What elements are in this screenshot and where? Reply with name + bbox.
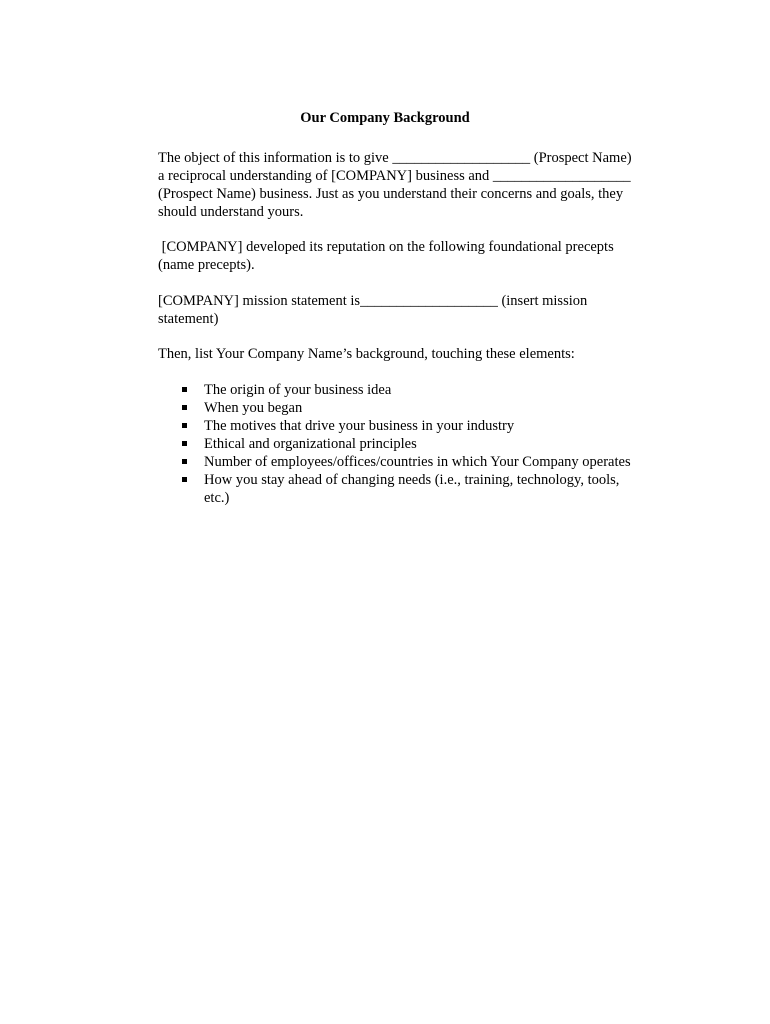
paragraph-line: a reciprocal understanding of [COMPANY] business and ___________________: [158, 168, 631, 184]
square-bullet-icon: [182, 459, 187, 464]
list-item: [158, 399, 658, 417]
list-item-text: Number of employees/offices/countries in which Your Company operates: [204, 454, 631, 470]
paragraph-line: should understand yours.: [158, 204, 304, 220]
paragraph-line: [COMPANY] mission statement is___________________ (insert mission: [158, 293, 588, 309]
list-item-text: How you stay ahead of changing needs (i.e., training, technology, tools,: [204, 472, 620, 488]
square-bullet-icon: [182, 423, 187, 428]
list-item-text: etc.): [204, 490, 230, 506]
list-item: [158, 435, 658, 453]
list-item: [158, 453, 658, 471]
paragraph-line: Then, list Your Company Name’s background, touching these elements:: [158, 346, 575, 362]
paragraph-line: (Prospect Name) business. Just as you understand their concerns and goals, they: [158, 186, 624, 202]
paragraph-line: The object of this information is to give ___________________ (Prospect Name): [158, 150, 632, 166]
list-item-text: The motives that drive your business in your industry: [204, 418, 515, 434]
paragraph-line: statement): [158, 311, 219, 327]
mission-paragraph: [158, 292, 658, 328]
square-bullet-icon: [182, 387, 187, 392]
square-bullet-icon: [182, 441, 187, 446]
list-item-text: The origin of your business idea: [204, 382, 392, 398]
list-item: [158, 471, 658, 507]
precepts-paragraph: [158, 238, 658, 274]
list-item-text: Ethical and organizational principles: [204, 436, 417, 452]
square-bullet-icon: [182, 405, 187, 410]
paragraph-line: [COMPANY] developed its reputation on the following foundational precepts: [158, 239, 614, 255]
background-elements-list: [158, 381, 658, 507]
document-title: Our Company Background: [300, 110, 470, 126]
list-item: [158, 381, 658, 399]
square-bullet-icon: [182, 477, 187, 482]
list-item: [158, 417, 658, 435]
paragraph-line: (name precepts).: [158, 257, 255, 273]
list-item-text: When you began: [204, 400, 303, 416]
background-intro-paragraph: [158, 345, 658, 363]
intro-paragraph: [158, 149, 658, 221]
